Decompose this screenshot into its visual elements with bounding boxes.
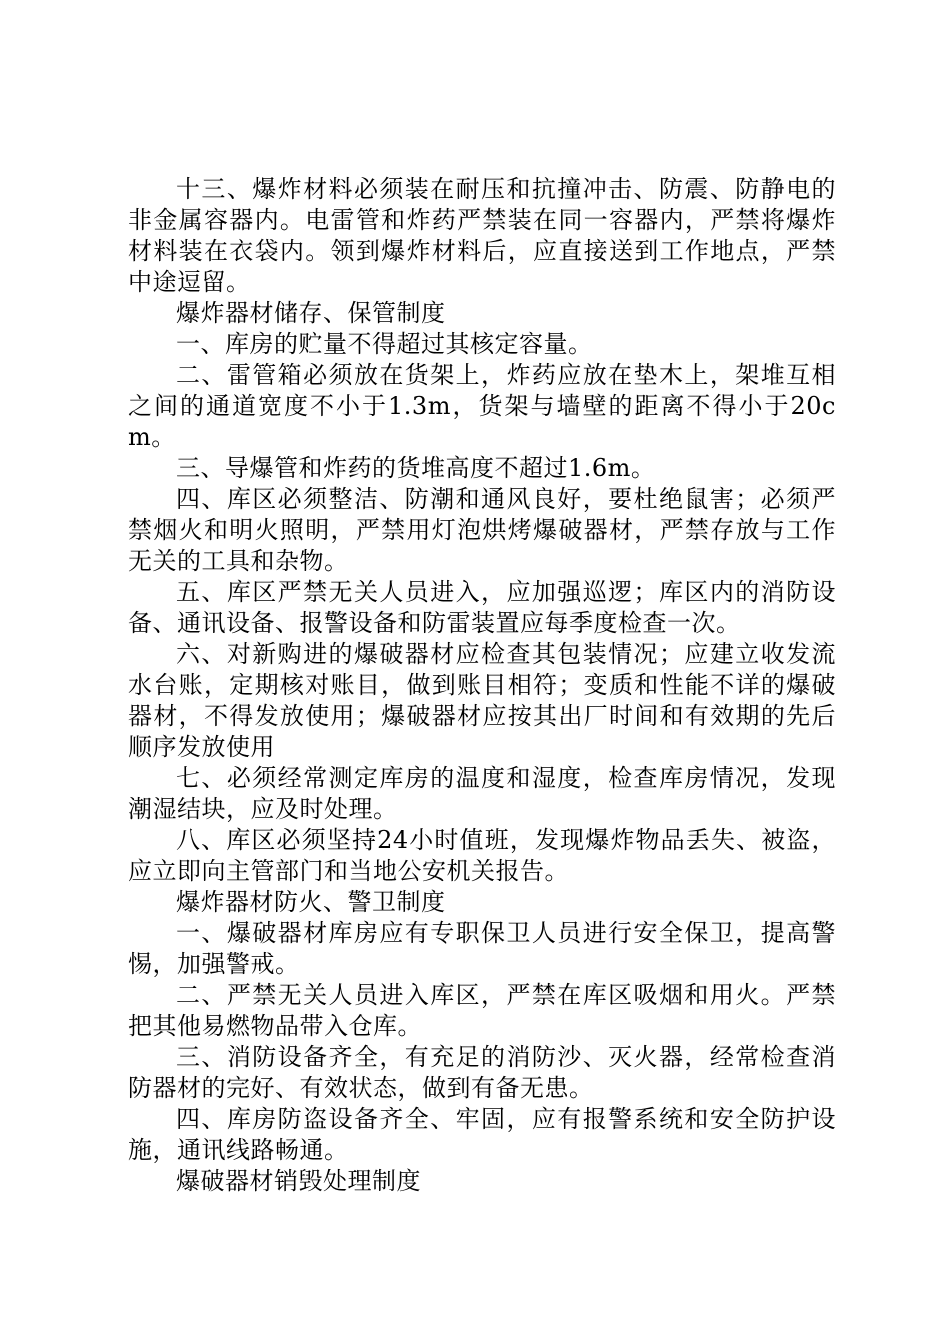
fire-guard-item-4: 四、库房防盗设备齐全、牢固，应有报警系统和安全防护设施，通讯线路畅通。 xyxy=(128,1105,836,1164)
fire-guard-item-2: 二、严禁无关人员进入库区，严禁在库区吸烟和用火。严禁把其他易燃物品带入仓库。 xyxy=(128,981,836,1040)
document-body xyxy=(128,174,836,1197)
storage-item-3: 三、导爆管和炸药的货堆高度不超过1.6m。 xyxy=(176,454,656,482)
fire-guard-item-3: 三、消防设备齐全，有充足的消防沙、灭火器，经常检查消防器材的完好、有效状态，做到有备无患。 xyxy=(128,1043,836,1102)
storage-item-5: 五、库区严禁无关人员进入，应加强巡逻；库区内的消防设备、通讯设备、报警设备和防雷装置应每季度检查一次。 xyxy=(128,578,836,637)
section-heading-fire-guard: 爆炸器材防火、警卫制度 xyxy=(176,888,446,916)
section-heading-disposal: 爆破器材销毁处理制度 xyxy=(176,1167,421,1195)
item-13-explosive-containers: 十三、爆炸材料必须装在耐压和抗撞冲击、防震、防静电的非金属容器内。电雷管和炸药严禁装在同一容器内，严禁将爆炸材料装在衣袋内。领到爆炸材料后，应直接送到工作地点，严禁中途逗留。 xyxy=(128,175,836,296)
storage-item-2: 二、雷管箱必须放在货架上，炸药应放在垫木上，架堆互相之间的通道宽度不小于1.3m，货架与墙壁的距离不得小于20cm。 xyxy=(128,361,836,451)
fire-guard-item-1: 一、爆破器材库房应有专职保卫人员进行安全保卫，提高警惕，加强警戒。 xyxy=(128,919,836,978)
storage-item-8: 八、库区必须坚持24小时值班，发现爆炸物品丢失、被盗，应立即向主管部门和当地公安机关报告。 xyxy=(128,826,836,885)
section-heading-storage: 爆炸器材储存、保管制度 xyxy=(176,299,446,327)
storage-item-6: 六、对新购进的爆破器材应检查其包装情况；应建立收发流水台账，定期核对账目，做到账目相符；变质和性能不详的爆破器材，不得发放使用；爆破器材应按其出厂时间和有效期的先后顺序发放使用 xyxy=(128,640,836,761)
storage-item-7: 七、必须经常测定库房的温度和湿度，检查库房情况，发现潮湿结块，应及时处理。 xyxy=(128,764,836,823)
storage-item-1: 一、库房的贮量不得超过其核定容量。 xyxy=(176,330,593,358)
storage-item-4: 四、库区必须整洁、防潮和通风良好，要杜绝鼠害；必须严禁烟火和明火照明，严禁用灯泡烘烤爆破器材，严禁存放与工作无关的工具和杂物。 xyxy=(128,485,836,575)
